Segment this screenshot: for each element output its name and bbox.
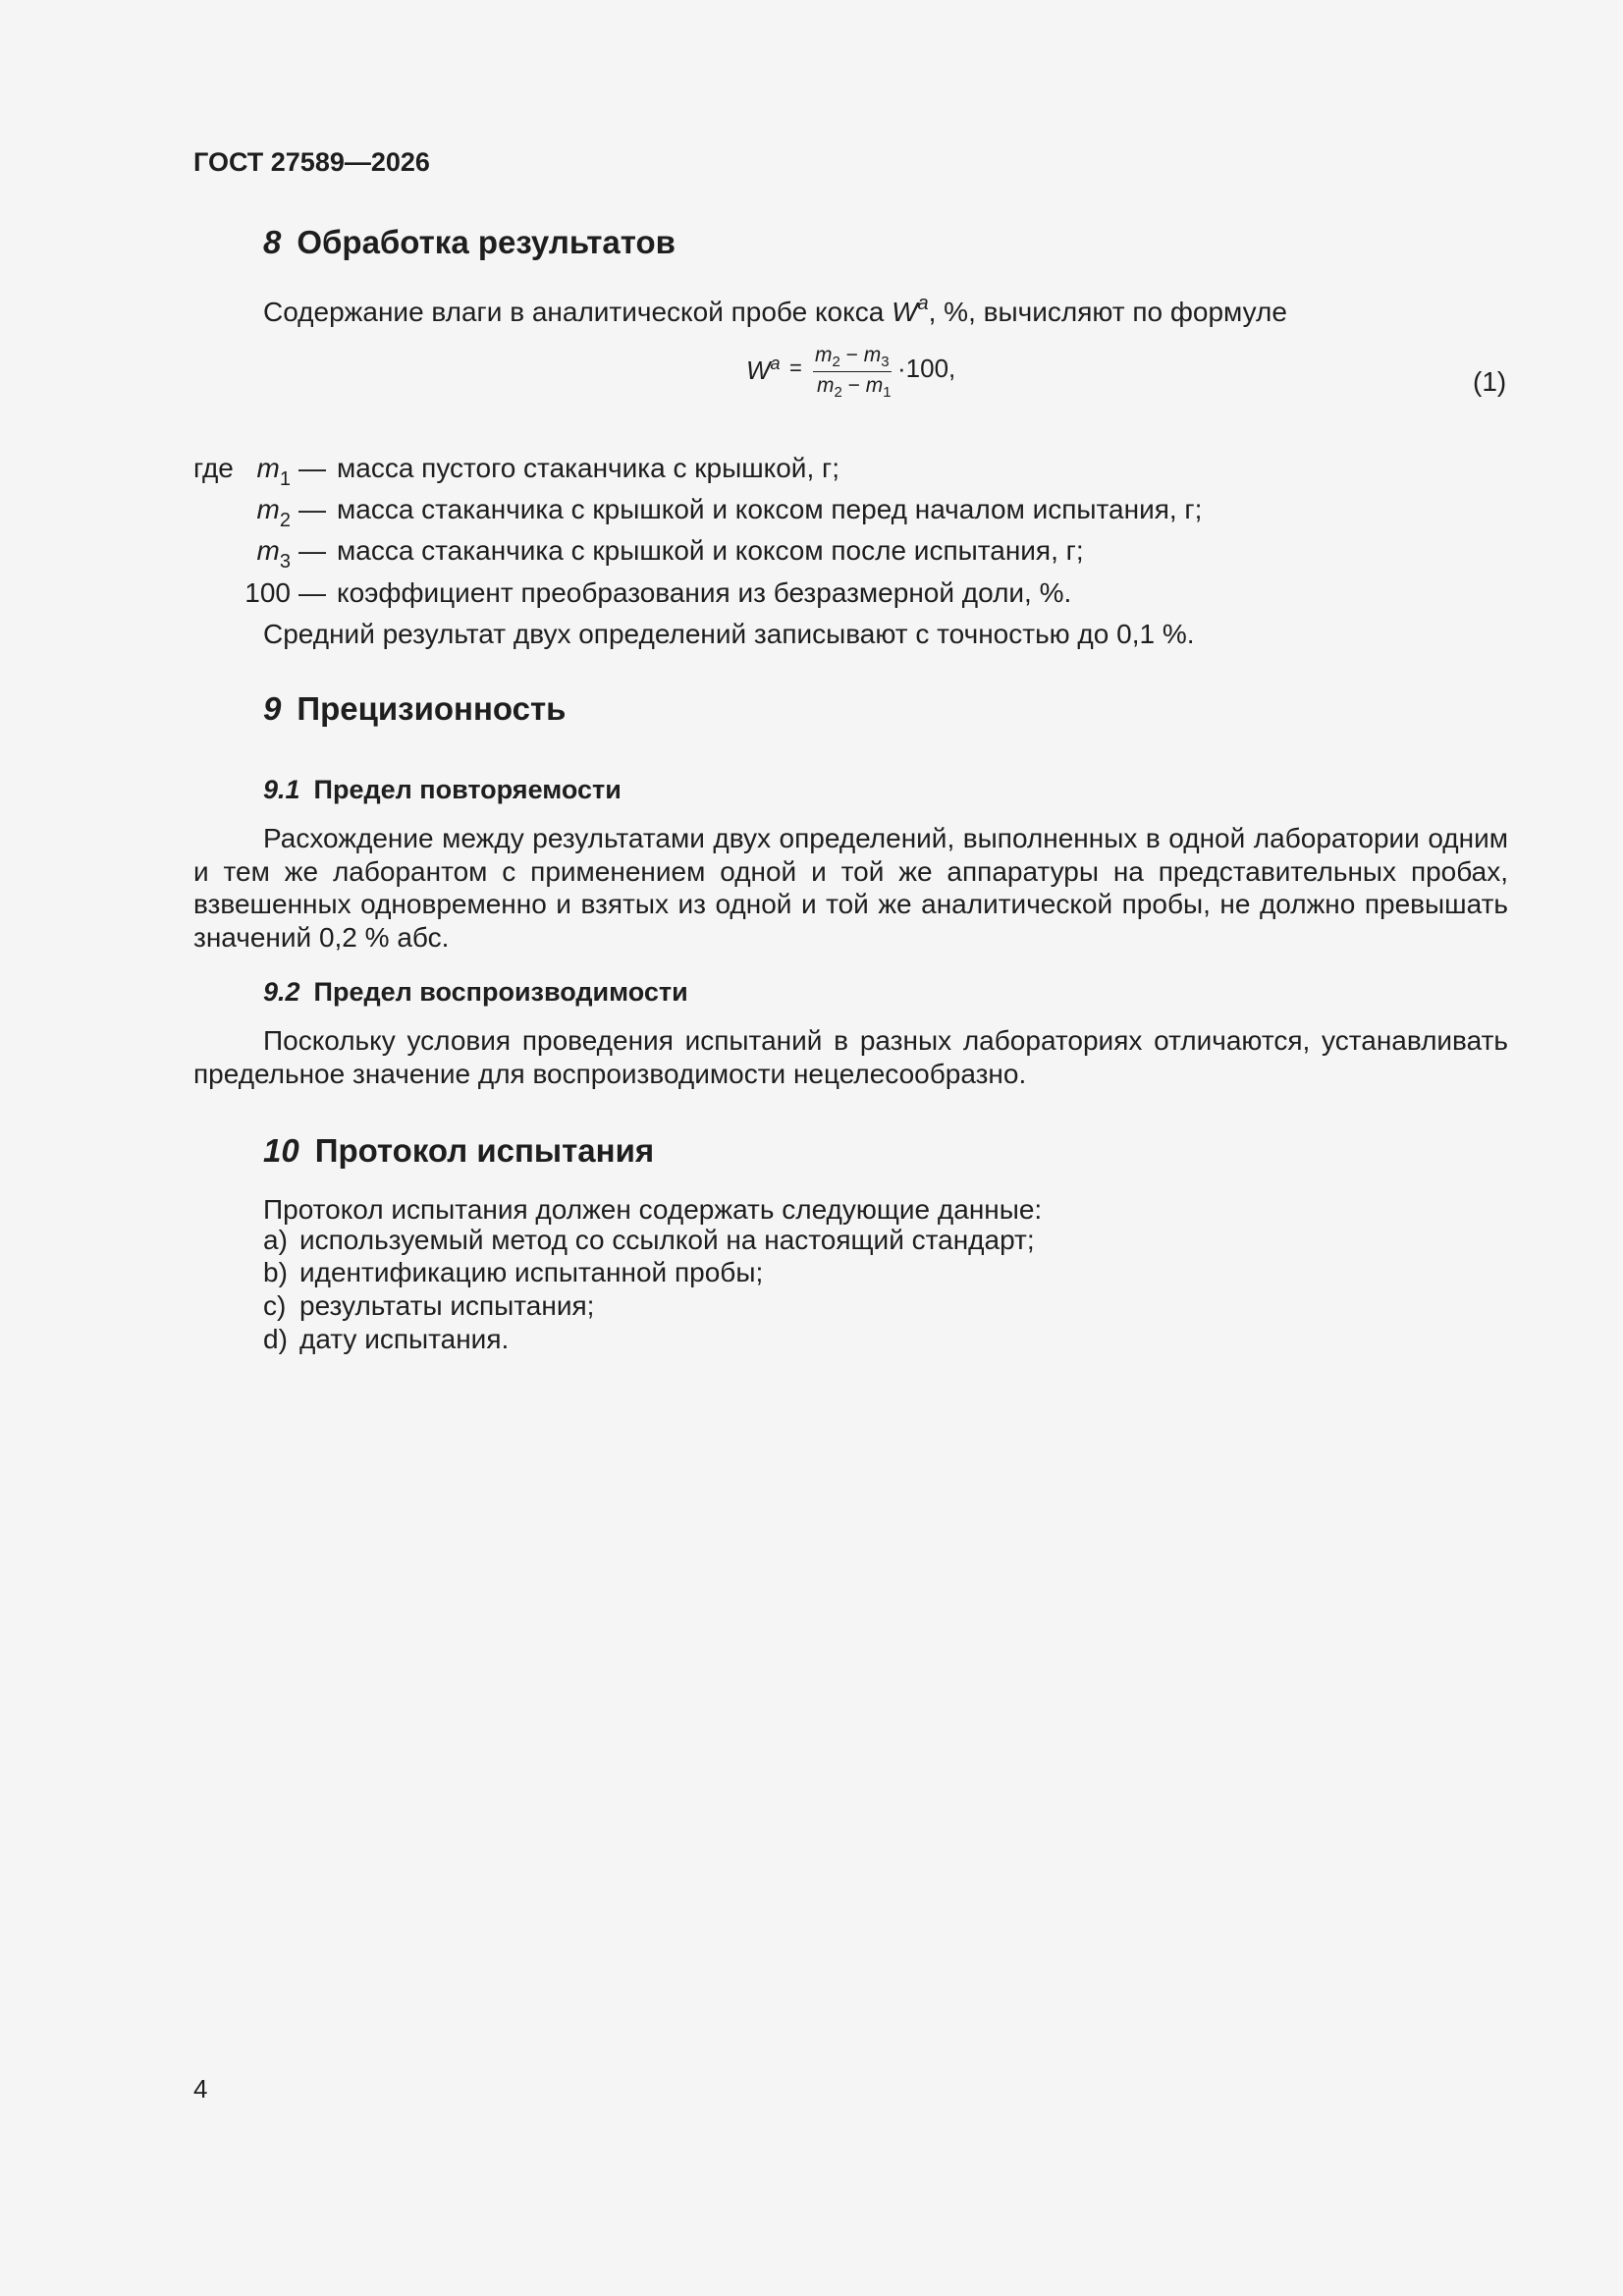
where-symbol-sub: 1: [279, 468, 291, 490]
where-dash: —: [298, 577, 326, 608]
where-item: [0, 577, 1623, 617]
page-number: 4: [193, 2074, 208, 2104]
result-precision-text: Средний результат двух определений записывают с точностью до 0,1 %.: [263, 619, 1195, 649]
where-symbol: [192, 494, 291, 532]
where-item: [0, 494, 1623, 533]
protocol-intro: Протокол испытания должен содержать следующие данные:: [263, 1194, 1043, 1225]
section-10-heading: [263, 1132, 654, 1170]
section-title: Протокол испытания: [314, 1132, 655, 1169]
subsection-title: Предел воспроизводимости: [313, 977, 688, 1007]
list-text: результаты испытания;: [299, 1290, 595, 1321]
formula-lhs-sup: a: [770, 354, 781, 373]
repeatability-text: Расхождение между результатами двух определений, выполненных в одной лаборатории одним и тем же лаборантом с применением одной и той же аппаратуры на представительных пробах, взвешенных одновременно и взятых из одной и той же аналитической пробы, не должно превышать значений 0,2 % абс.: [193, 823, 1508, 953]
where-symbol: [192, 453, 291, 491]
list-marker: c): [263, 1290, 287, 1321]
formula-num-op: −: [839, 344, 864, 366]
subsection-title: Предел повторяемости: [313, 775, 622, 804]
where-symbol-letter: m: [256, 535, 280, 566]
where-symbol-sub: 2: [279, 510, 291, 531]
section-title: Обработка результатов: [297, 224, 676, 260]
section-number: 9: [263, 690, 282, 727]
formula-numerator: [815, 344, 890, 370]
list-marker: b): [263, 1257, 288, 1287]
formula-equals: =: [789, 355, 802, 380]
formula-lhs: [746, 354, 781, 386]
subsection-9-2-heading: [263, 977, 688, 1008]
formula-num-b-sub: 3: [881, 354, 890, 370]
formula-num-a-sub: 2: [832, 354, 840, 370]
where-symbol-sub: 3: [279, 551, 291, 573]
where-symbol: [192, 535, 291, 574]
list-marker: a): [263, 1225, 288, 1255]
list-item: [0, 1290, 1623, 1324]
formula-den-a-sub: 2: [834, 384, 842, 401]
formula-denominator: [817, 374, 892, 401]
where-item: [0, 453, 1623, 492]
where-dash: —: [298, 494, 326, 524]
where-text: коэффициент преобразования из безразмерной доли, %.: [337, 577, 1072, 608]
formula-num-a: m: [815, 344, 833, 366]
where-symbol-letter: m: [256, 494, 280, 524]
formula-den-op: −: [841, 374, 866, 397]
list-text: идентификацию испытанной пробы;: [299, 1257, 764, 1287]
subsection-number: 9.1: [263, 775, 300, 804]
formula-multiplier: ·100,: [897, 354, 956, 383]
formula-1: [744, 344, 980, 409]
intro-symbol: W: [892, 297, 918, 327]
list-text: используемый метод со ссылкой на настоящий стандарт;: [299, 1225, 1035, 1255]
formula-number: (1): [1473, 366, 1507, 397]
list-marker: d): [263, 1324, 288, 1354]
where-label: где: [193, 453, 234, 483]
reproducibility-paragraph: [193, 1024, 1508, 1090]
section-8-intro: [263, 287, 1287, 329]
subsection-number: 9.2: [263, 977, 300, 1007]
reproducibility-text: Поскольку условия проведения испытаний в разных лабораториях отличаются, устанавливать предельное значение для воспроизводимости нецелесообразно.: [193, 1025, 1508, 1089]
section-9-heading: [263, 690, 566, 728]
fraction-bar: [813, 371, 892, 372]
list-item: [0, 1324, 1623, 1357]
section-title: Прецизионность: [297, 690, 567, 727]
where-item: [0, 535, 1623, 574]
intro-text-after: , %, вычисляют по формуле: [928, 297, 1287, 327]
where-text: масса стаканчика с крышкой и коксом перед началом испытания, г;: [337, 494, 1203, 524]
repeatability-paragraph: [193, 822, 1508, 954]
where-dash: —: [298, 453, 326, 483]
section-number: 10: [263, 1132, 299, 1169]
list-item: [0, 1257, 1623, 1290]
formula-den-a: m: [817, 374, 835, 397]
where-dash: —: [298, 535, 326, 566]
where-symbol-letter: m: [256, 453, 280, 483]
section-number: 8: [263, 224, 282, 260]
section-8-heading: [263, 224, 676, 261]
list-item: [0, 1225, 1623, 1258]
intro-symbol-sup: a: [917, 293, 929, 314]
formula-den-b: m: [865, 374, 884, 397]
formula-num-b: m: [863, 344, 882, 366]
where-symbol: [192, 577, 291, 609]
where-text: масса стаканчика с крышкой и коксом после испытания, г;: [337, 535, 1084, 566]
intro-text-before: Содержание влаги в аналитической пробе кокса: [263, 297, 893, 327]
document-code: ГОСТ 27589—2026: [193, 147, 430, 177]
formula-den-b-sub: 1: [883, 384, 892, 401]
subsection-9-1-heading: [263, 775, 622, 805]
formula-lhs-symbol: W: [746, 355, 771, 385]
where-symbol-number: 100: [244, 577, 291, 608]
list-text: дату испытания.: [299, 1324, 510, 1354]
where-text: масса пустого стаканчика с крышкой, г;: [337, 453, 839, 483]
